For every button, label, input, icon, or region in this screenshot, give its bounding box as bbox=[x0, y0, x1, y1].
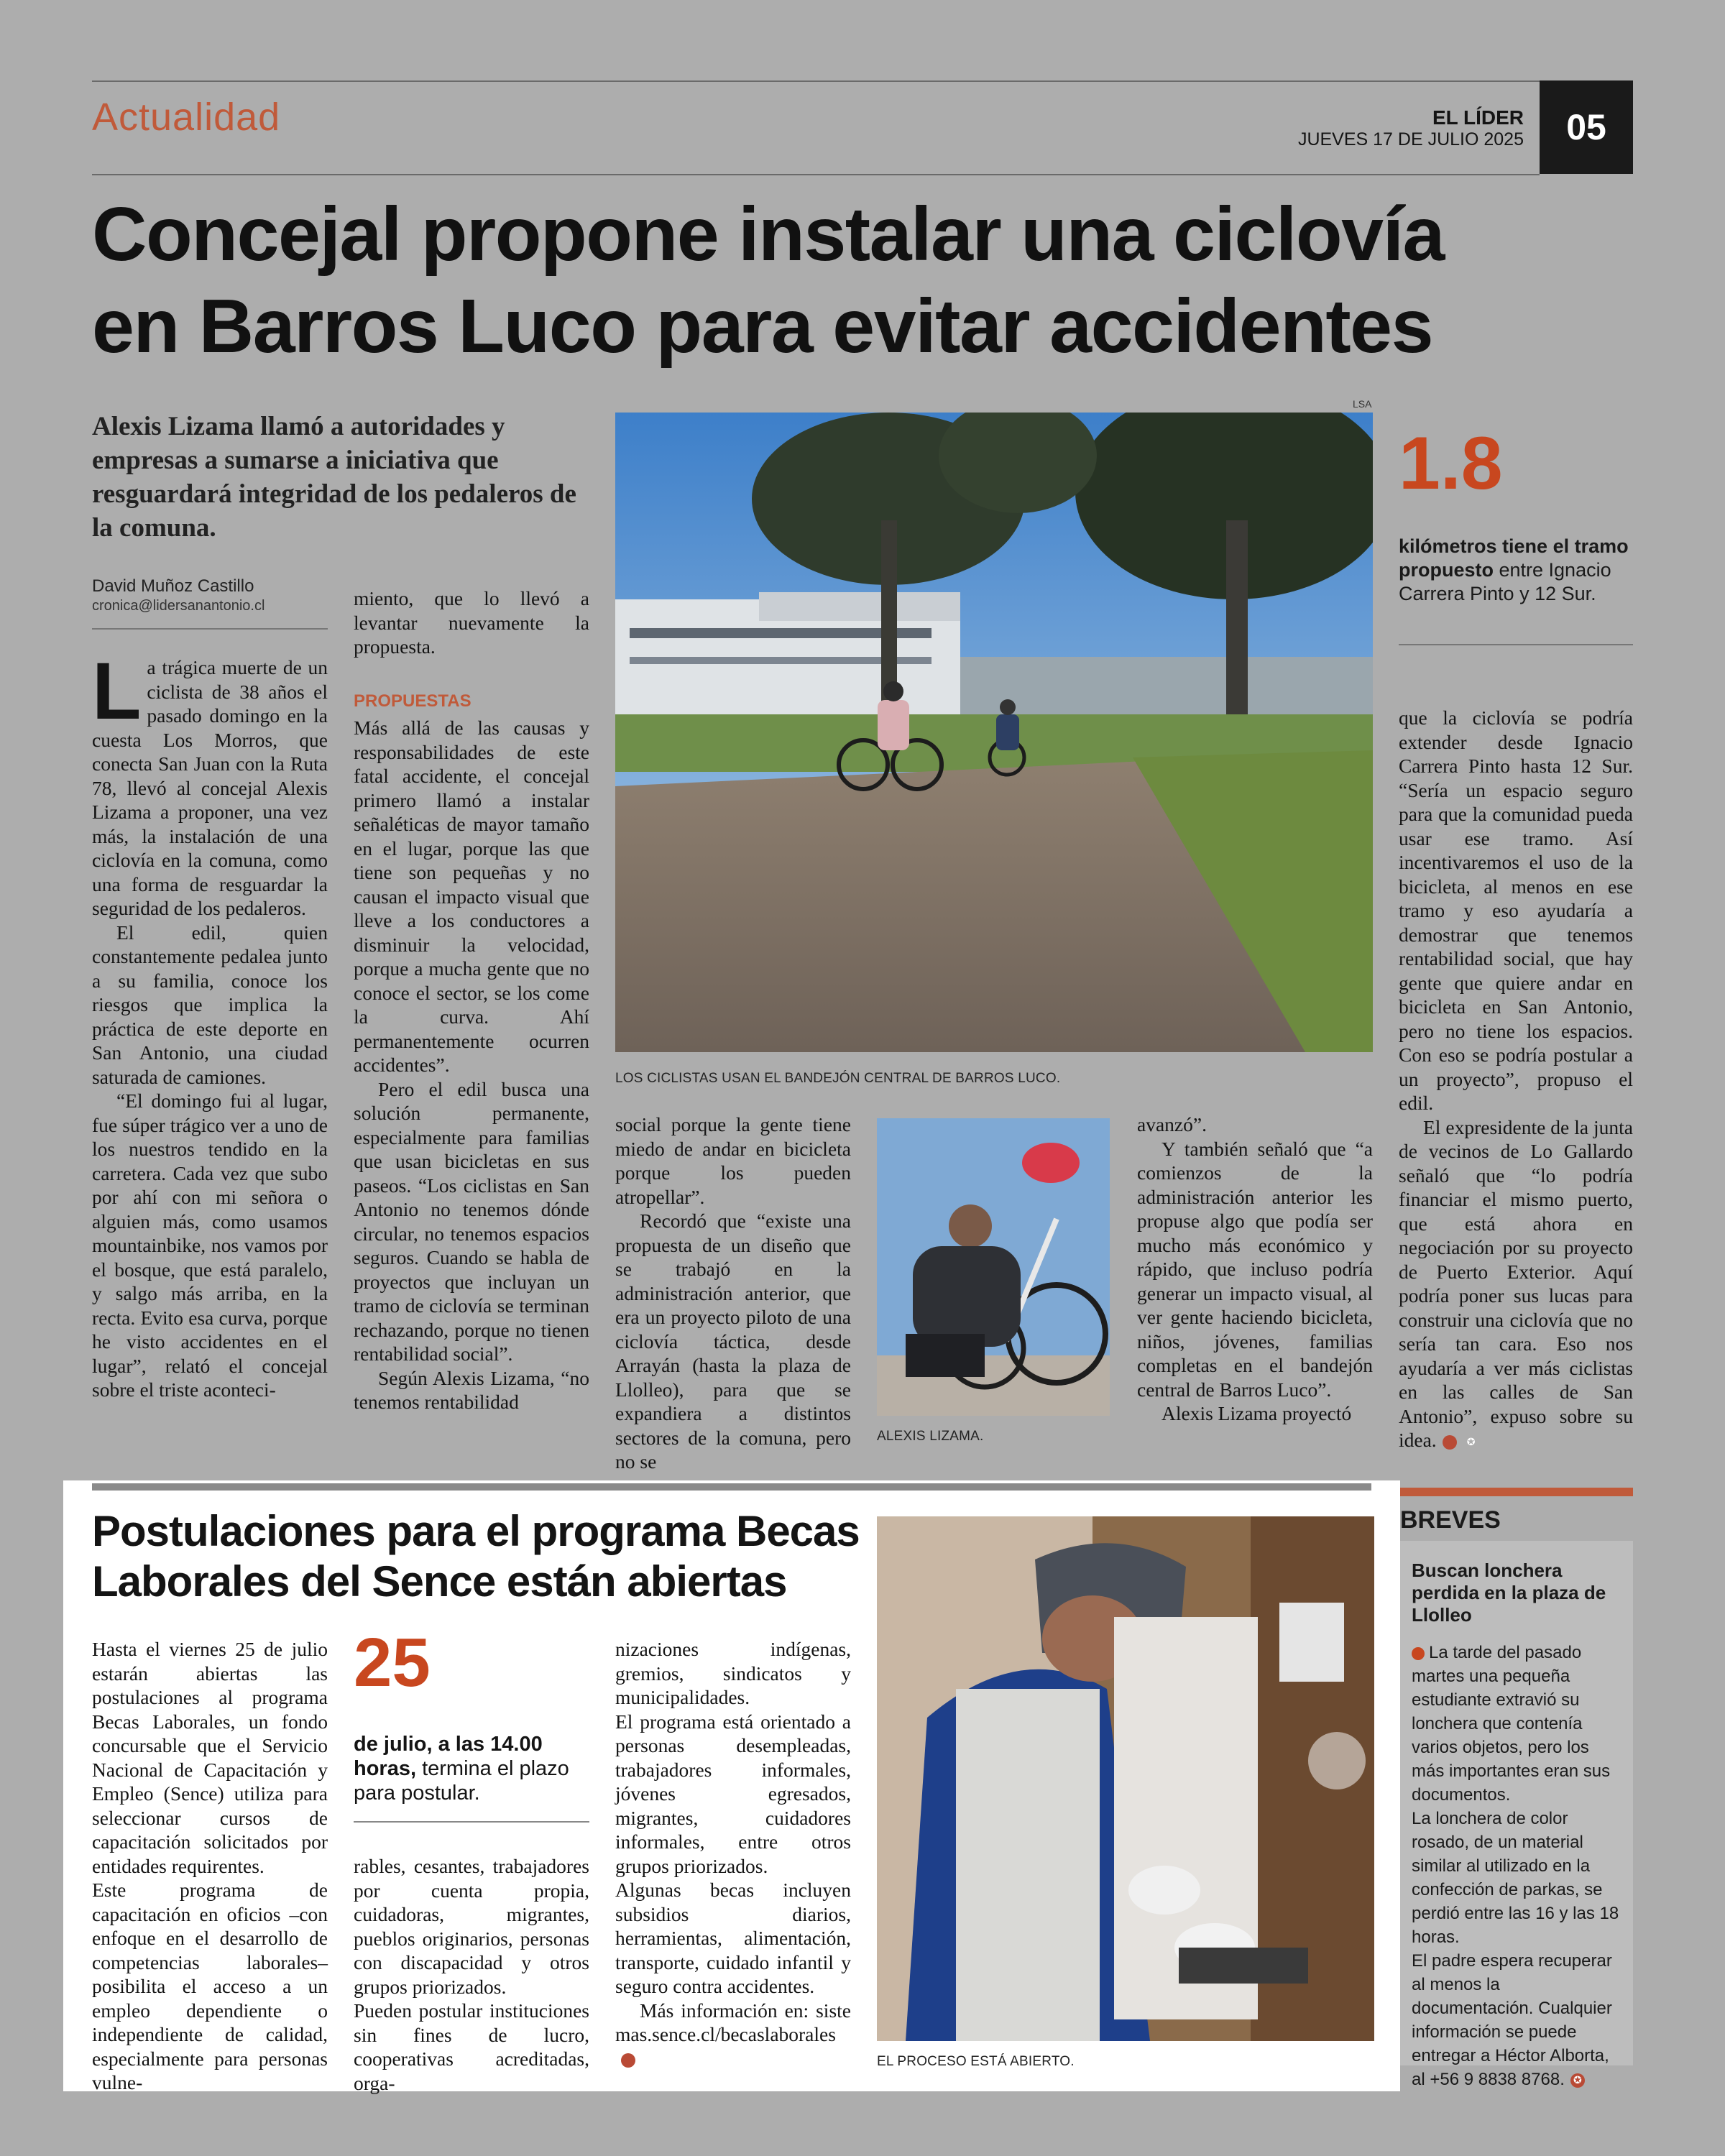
article1-col2-p1: miento, que lo llevó a levantar nuevamente la propuesta. bbox=[354, 587, 589, 658]
photo-caption: LOS CICLISTAS USAN EL BANDEJÓN CENTRAL DE BARROS LUCO. bbox=[615, 1071, 1061, 1086]
article1-col1-p3: “El domingo fui al lugar, fue súper trágico ver a uno de los nuestros tendido en la carretera. Cada vez que subo por ahí con mi señora o alguien más, como usamos mountainbike, nos vamos por el bosque, que está paralelo, y salgo más arriba, en la recta. Evito esa curva, porque he visto accidentes en el lugar”, relató el concejal sobre el triste aconteci- bbox=[92, 1089, 328, 1401]
stat-number: 1.8 bbox=[1399, 422, 1503, 505]
article2-col3-p3: Algunas becas incluyen subsidios diarios, herramientas, alimentación, transporte, cuidado infantil y seguro contra accidentes. bbox=[615, 1879, 851, 1997]
subhead-propuestas: PROPUESTAS bbox=[354, 691, 472, 711]
stat-rule bbox=[1399, 644, 1633, 645]
dropcap: L bbox=[92, 646, 142, 736]
article1-column2 bbox=[354, 586, 589, 1414]
article1-column1 bbox=[92, 646, 328, 1402]
article2-stat-number: 25 bbox=[354, 1624, 431, 1701]
article2-column2 bbox=[354, 1854, 589, 2095]
article2-column3 bbox=[615, 1637, 851, 2070]
main-headline-line2: en Barros Luco para evitar accidentes bbox=[92, 284, 1433, 369]
article1-column3 bbox=[615, 1112, 851, 1474]
article1-col4-p3: Alexis Lizama proyectó bbox=[1162, 1402, 1352, 1424]
article2-col3-p1: nizaciones indígenas, gremios, sindicatos y municipalidades. bbox=[615, 1638, 851, 1708]
end-mark-icon: ✪ bbox=[1443, 1435, 1457, 1450]
article2-col1-p2: Este programa de capacitación en oficios –con enfoque en el desarrollo de competencias laborales– posibilita el acceso a un empleo dependiente o independiente de calidad, especialmente para personas vulne- bbox=[92, 1879, 328, 2093]
header-bottom-rule bbox=[92, 174, 1540, 175]
article1-col4-p2: Y también señaló que “a comienzos de la administración anterior les propuse algo que podía ser mucho más económico y rápido, que incluso podría generar un impacto visual, al ver gente haciendo bicicleta, niños, jóvenes, familias completas en el bandejón central de Barros Luco”. bbox=[1137, 1137, 1373, 1401]
portrait-photo bbox=[877, 1118, 1110, 1416]
paper-name: EL LÍDER bbox=[1432, 106, 1524, 129]
cyclists-photo bbox=[615, 413, 1373, 1052]
article1-col2-p2: Más allá de las causas y responsabilidades de este fatal accidente, el concejal primero llamó a instalar señaléticas de mayor tamaño en el lugar, porque las que tiene son pequeñas y no causan el impacto visual que lleve a los conductores a disminuir la velocidad, porque a mucha gente que no conoce el sector, se los come la curva. Ahí permanentemente ocurren accidentes”. bbox=[354, 717, 589, 1076]
article1-column5 bbox=[1399, 706, 1633, 1452]
section-label: Actualidad bbox=[92, 96, 281, 139]
article1-col5-p2: El expresidente de la junta de vecinos de Lo Gallardo señaló que “lo podría financiar el mismo puerto, que está ahora en negociación por su proyecto de Puerto Exterior. Aquí podría poner sus lucas para construir una ciclovía que no sería tan cara. Eso nos ayudaría a ver más ciclistas en las calles de San Antonio”, expuso sobre su idea. bbox=[1399, 1115, 1633, 1451]
article2-col2-p2: Pueden postular instituciones sin fines de lucro, cooperativas acreditadas, orga- bbox=[354, 1999, 589, 2094]
article2-col1-p1: Hasta el viernes 25 de julio estarán abiertas las postulaciones al programa Becas Laborales, un fondo concursable que el Servicio Nacional de Capacitación y Empleo (Sence) utiliza para seleccionar cursos de capacitación solicitados por entidades requirentes. bbox=[92, 1638, 328, 1877]
article2-headline-line2: Laborales del Sence están abiertas bbox=[92, 1557, 787, 1606]
article2-box bbox=[63, 1480, 1400, 2094]
stat-text-bold: kilómetros tiene el tramo propuesto bbox=[1399, 535, 1629, 581]
byline-author: David Muñoz Castillo bbox=[92, 576, 254, 596]
article2-headline-line1: Postulaciones para el programa Becas bbox=[92, 1507, 860, 1555]
breves-rule bbox=[1400, 1488, 1633, 1496]
article2-headline bbox=[92, 1506, 860, 1607]
byline-rule bbox=[92, 628, 328, 630]
header-rule bbox=[92, 80, 1633, 82]
breves-p1: La tarde del pasado martes una pequeña estudiante extravió su lonchera que contenía varios objetos, pero los más importantes eran sus documentos. bbox=[1412, 1643, 1611, 1805]
article2-stat-text-rest: termina el plazo para postular. bbox=[354, 1757, 569, 1805]
page-number-text: 05 bbox=[1566, 107, 1606, 147]
byline-email: cronica@lidersanantonio.cl bbox=[92, 598, 265, 614]
breves-box bbox=[1400, 1541, 1633, 2089]
article2-stat-text bbox=[354, 1732, 591, 1805]
breves-bullet-icon bbox=[1412, 1647, 1425, 1660]
article-deck: Alexis Lizama llamó a autoridades y empresas a sumarse a iniciativa que resguardará integridad de los pedaleros de la comuna. bbox=[92, 412, 576, 543]
stat-text-rest: entre Ignacio Carrera Pinto y 12 Sur. bbox=[1399, 559, 1611, 604]
breves-p3: El padre espera recuperar al menos la documentación. Cualquier información se puede entregar a Héctor Alborta, al +56 9 8838 8768. bbox=[1412, 1951, 1612, 2089]
article1-col2-p4: Según Alexis Lizama, “no tenemos rentabilidad bbox=[354, 1366, 589, 1413]
article1-col2-p3: Pero el edil busca una solución permanente, especialmente para familias que usan bicicletas en sus paseos. “Los ciclistas en San Antonio no tenemos dónde circular, no tenemos espacios seguros. Cuando se habla de proyectos que incluyan un tramo de ciclovía se terminan rechazando, porque no tienen rentabilidad social”. bbox=[354, 1077, 589, 1365]
article2-col3-p2: El programa está orientado a personas desempleadas, trabajadores informales, jóvenes egresados, migrantes, cuidadores informales, entre otros grupos priorizados. bbox=[615, 1710, 851, 1877]
article1-col3-p1: social porque la gente tiene miedo de andar en bicicleta porque los pueden atropellar”. bbox=[615, 1113, 851, 1208]
article2-col3-p4: Más información en: sistemas.sence.cl/becaslaborales bbox=[615, 1999, 851, 2045]
breves-p2: La lonchera de color rosado, de un material similar al utilizado en la confección de parkas, se perdió entre las 16 y las 18 horas. bbox=[1412, 1809, 1619, 1947]
article2-col2-p1: rables, cesantes, trabajadores por cuenta propia, cuidadoras, migrantes, pueblos originarios, personas con discapacidad y otros grupos priorizados. bbox=[354, 1855, 589, 1998]
stat-text bbox=[1399, 535, 1636, 606]
article1-col1-p2: El edil, quien constantemente pedalea junto a su familia, conoce los riesgos que implica la práctica de este deporte en San Antonio, una ciudad saturada de camiones. bbox=[92, 921, 328, 1088]
article1-col3-p2: Recordó que “existe una propuesta de un diseño que se trabajó en la administración anterior, que era un proyecto piloto de una ciclovía táctica, desde Arrayán (hasta la plaza de Llolleo), para que se expandiera a distintos sectores de la comuna, pero no se bbox=[615, 1210, 851, 1473]
breves-label: BREVES bbox=[1400, 1506, 1501, 1534]
article2-stat-rule bbox=[354, 1821, 589, 1823]
photo-credit: LSA bbox=[1353, 398, 1372, 410]
article2-photo-caption: EL PROCESO ESTÁ ABIERTO. bbox=[877, 2054, 1075, 2069]
issue-date: JUEVES 17 DE JULIO 2025 bbox=[1297, 129, 1524, 149]
page-number bbox=[1540, 80, 1633, 174]
welder-photo bbox=[877, 1516, 1374, 2041]
breves-headline: Buscan lonchera perdida en la plaza de Llolleo bbox=[1412, 1560, 1606, 1626]
article2-end-mark-icon: ✪ bbox=[621, 2053, 635, 2068]
article2-column1 bbox=[92, 1637, 328, 2095]
article1-col4-p1: avanzó”. bbox=[1137, 1113, 1207, 1135]
article2-stat-text-bold: de julio, a las 14.00 horas, bbox=[354, 1733, 543, 1780]
main-headline-line1: Concejal propone instalar una ciclovía bbox=[92, 192, 1444, 277]
portrait-caption: ALEXIS LIZAMA. bbox=[877, 1429, 984, 1444]
article1-col1-p1: a trágica muerte de un ciclista de 38 años el pasado domingo en la cuesta Los Morros, que conecta San Juan con la Ruta 78, llevó al concejal Alexis Lizama a proponer, una vez más, la instalación de una ciclovía en la comuna, como una forma de resguardar la seguridad de los pedaleros. bbox=[92, 656, 328, 919]
article1-column4 bbox=[1137, 1112, 1373, 1426]
breves-end-mark-icon: ✪ bbox=[1570, 2073, 1585, 2088]
article1-col5-p1: que la ciclovía se podría extender desde Ignacio Carrera Pinto hasta 12 Sur. “Sería un espacio seguro para que la comunidad pueda usar ese tramo. Así incentivaremos el uso de la bicicleta, al menos en ese tramo y eso ayudaría a demostrar que tenemos rentabilidad social, que hay gente que quiere andar en bicicleta en San Antonio, pero no tiene los espacios. Con eso se podría postular a un proyecto”, propuso el edil. bbox=[1399, 706, 1633, 1114]
breves-body bbox=[1412, 1641, 1622, 2091]
article2-top-rule bbox=[92, 1483, 1371, 1491]
main-headline bbox=[92, 188, 1444, 372]
